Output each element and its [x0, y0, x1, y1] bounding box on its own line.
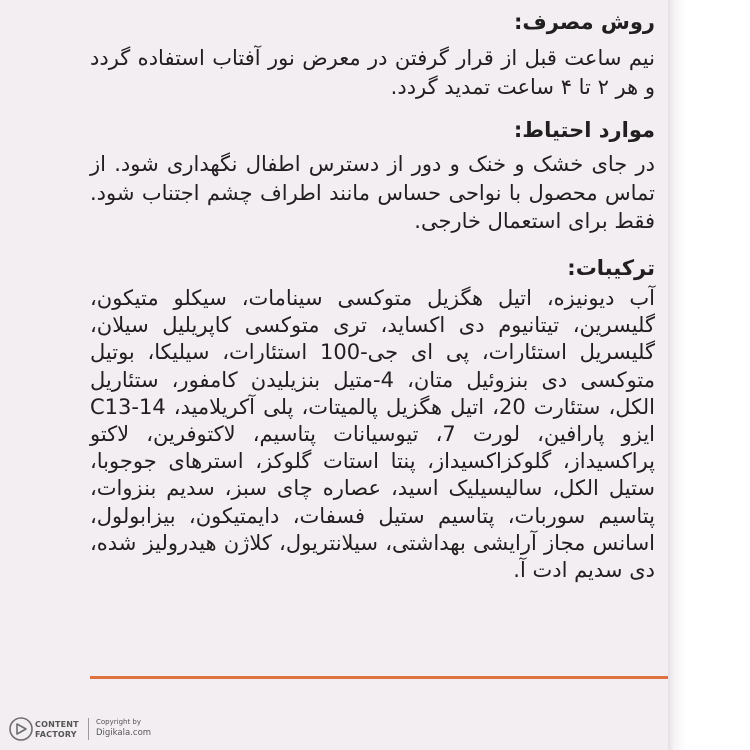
ingredients-heading: ترکیبات:	[567, 256, 655, 280]
watermark-site: Digikala.com	[96, 728, 152, 738]
usage-heading: روش مصرف:	[514, 10, 655, 34]
precautions-text: در جای خشک و خنک و دور از دسترس اطفال نگهداری شود. از تماس محصول با نواحی حساس مانند اطراف چشم اجتناب شود. فقط برای استعمال خارجی.	[90, 152, 655, 233]
ingredients-text: آب دیونیزه، اتیل هگزیل متوکسی سینامات، سیکلو متیکون، گلیسرین، تیتانیوم دی اکساید، تری متوکسی کاپریلیل سیلان، گلیسریل استئارات، پی ای جی-100 استئارات، سیلیکا، بوتیل متوکسی دی بنزوئیل متان، 4-متیل بنزیلیدن کامفور، ستئاریل الکل، ستئارت 20، اتیل هگزیل پالمیتات، پلی آکریلامید، C13-14 ایزو پارافین، لورت 7، تیوسیانات پتاسیم، لاکتوفرین، لاکتو پراکسیداز، گلوکزاکسیداز، پنتا استات گلوکز، استرهای جوجوبا، ستیل الکل، سالیسیلیک اسید، عصاره چای سبز، سدیم بنزوات، پتاسیم سوربات، پتاسیم ستیل فسفات، دایمتیکون، بیزابولول، اسانس مجاز آرایشی بهداشتی، سیلانتریول، کلاژن هیدرولیز شده، دی سدیم ادت آ.	[90, 286, 656, 583]
usage-text: نیم ساعت قبل از قرار گرفتن در معرض نور آفتاب استفاده گردد و هر ۲ تا ۴ ساعت تمدید گردد.	[90, 46, 655, 99]
watermark-copyright-label: Copyright by	[96, 718, 142, 726]
precautions-section	[90, 117, 655, 236]
watermark-divider	[88, 718, 89, 740]
box-edge-shadow	[668, 0, 750, 750]
content-factory-logo-icon	[8, 716, 34, 742]
precautions-heading: موارد احتیاط:	[513, 118, 655, 142]
ingredients-section	[90, 255, 655, 584]
usage-section	[90, 9, 655, 101]
content-factory-watermark	[8, 714, 188, 744]
accent-divider-line	[90, 676, 668, 679]
watermark-brand-line2: FACTORY	[35, 729, 77, 739]
watermark-brand-line1: CONTENT	[35, 720, 79, 729]
watermark-copyright	[96, 718, 151, 739]
watermark-brand	[35, 720, 79, 739]
